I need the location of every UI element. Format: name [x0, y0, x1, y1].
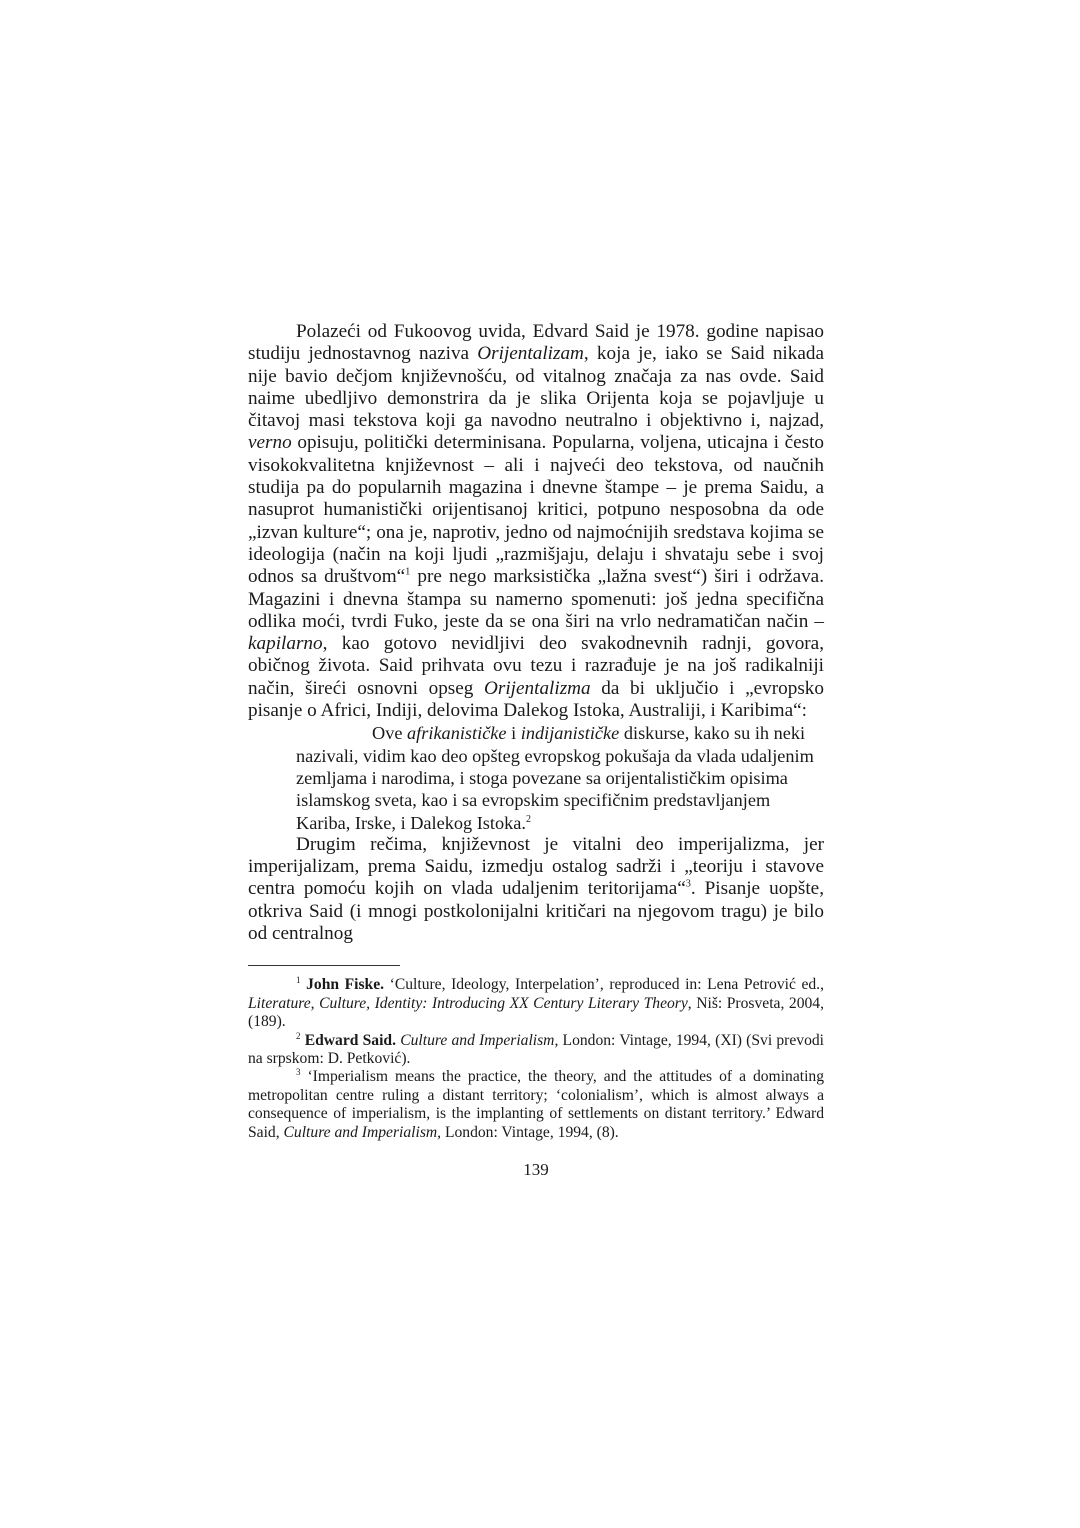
quote-paragraph: Ove afrikanističke i indijanističke diskurse, kako su ih neki nazivali, vidim kao deo opšteg evropskog pokušaja da vlada udaljenim zemljama i narodima, i stoga povezane sa orijentalističkim opisima islamskog sveta, kao i sa evropskim specifičnim predstavljanjem Kariba, Irske, i Dalekog Istoka.$^2$ [296, 723, 814, 833]
paragraph-1: Polazeći od Fukoovog uvida, Edvard Said je 1978. godine napisao studiju jednostavnog naziva Orijentalizam, koja je, iako se Said nikada nije bavio dečjom književnošću, od vitalnog značaja za nas ovde. Said naime ubedljivo demonstrira da je slika Orijenta koja se pojavljuje u čitavoj masi tekstova koji ga navodno neutralno i objektivno i, najzad, verno opisuju, politički determinisana. Popularna, voljena, uticajna i često visokokvalitetna književnost – ali i najveći deo tekstova, od naučnih studija pa do popularnih magazina i dnevne štampe – je prema Saidu, a nasuprot humanistički orijentisanoj kritici, potpuno nesposobna da ode „izvan kulture“; ona je, naprotiv, jedno od najmoćnijih sredstava kojima se ideologija (način na koji ljudi „razmišjaju, delaju i shvataju sebe i svoj odnos sa društvom“$^1$ pre nego marksistička „lažna svest“) širi i održava. Magazini i dnevna štampa su namerno spomenuti: još jedna specifična odlika moći, tvrdi Fuko, jeste da se ona širi na vrlo nedramatičan način – kapilarno, kao gotovo nevidljivi deo svakodnevnih radnji, govora, običnog života. Said prihvata ovu tezu i razrađuje je na još radikalniji način, šireći osnovni opseg Orijentalizma da bi uključio i „evropsko pisanje o Africi, Indiji, delovima Dalekog Istoka, Australiji, i Karibima“: [248, 321, 824, 722]
book-title-orijentalizam: Orijentalizam [477, 343, 584, 365]
book-title-orijentalizma: Orijentalizma [484, 677, 591, 699]
block-quote [296, 722, 821, 833]
footnote-ref-2[interactable]: 2 [525, 813, 531, 825]
document-page [248, 321, 824, 1180]
footnotes [248, 976, 824, 1142]
footnote-ref-1[interactable]: 1 [405, 566, 411, 578]
footnote-author: John Fiske. [306, 976, 385, 994]
emphasis-kapilarno: kapilarno [248, 633, 323, 655]
footnote-1: $^1$ John Fiske. ‘Culture, Ideology, Interpelation’, reproduced in: Lena Petrović ed., Literature, Culture, Identity: Introducing XX Century Literary Theory, Niš: Prosveta, 2004, (189). [248, 975, 824, 1031]
paragraph-2: Drugim rečima, književnost je vitalni deo imperijalizma, jer imperijalizam, prema Saidu, izmedju ostalog sadrži i „teoriju i stavove centra pomoću kojih on vlada udaljenim teritorijama“$^3$. Pisanje uopšte, otkriva Said (i mnogi postkolonijalni kritičari na njegovom tragu) je bilo od centralnog [248, 833, 824, 945]
footnote-separator [248, 965, 400, 966]
footnote-3: $^3$ ‘Imperialism means the practice, the theory, and the attitudes of a dominating metropolitan centre ruling a distant territory; ‘colonialism’, which is almost always a consequence of imperialism, is the implanting of settlements on distant territory.’ Edward Said, Culture and Imperialism, London: Vintage, 1994, (8). [248, 1067, 824, 1141]
main-text [248, 321, 824, 722]
footnote-2: $^2$ Edward Said. Culture and Imperialism, London: Vintage, 1994, (XI) (Svi prevodi na srpskom: D. Petković). [248, 1030, 824, 1067]
main-text-continued [248, 834, 824, 945]
emphasis-verno: verno [248, 432, 292, 454]
page-number: 139 [523, 1159, 549, 1179]
footnote-ref-3[interactable]: 3 [685, 879, 691, 891]
footnote-author: Edward Said. [304, 1031, 397, 1049]
